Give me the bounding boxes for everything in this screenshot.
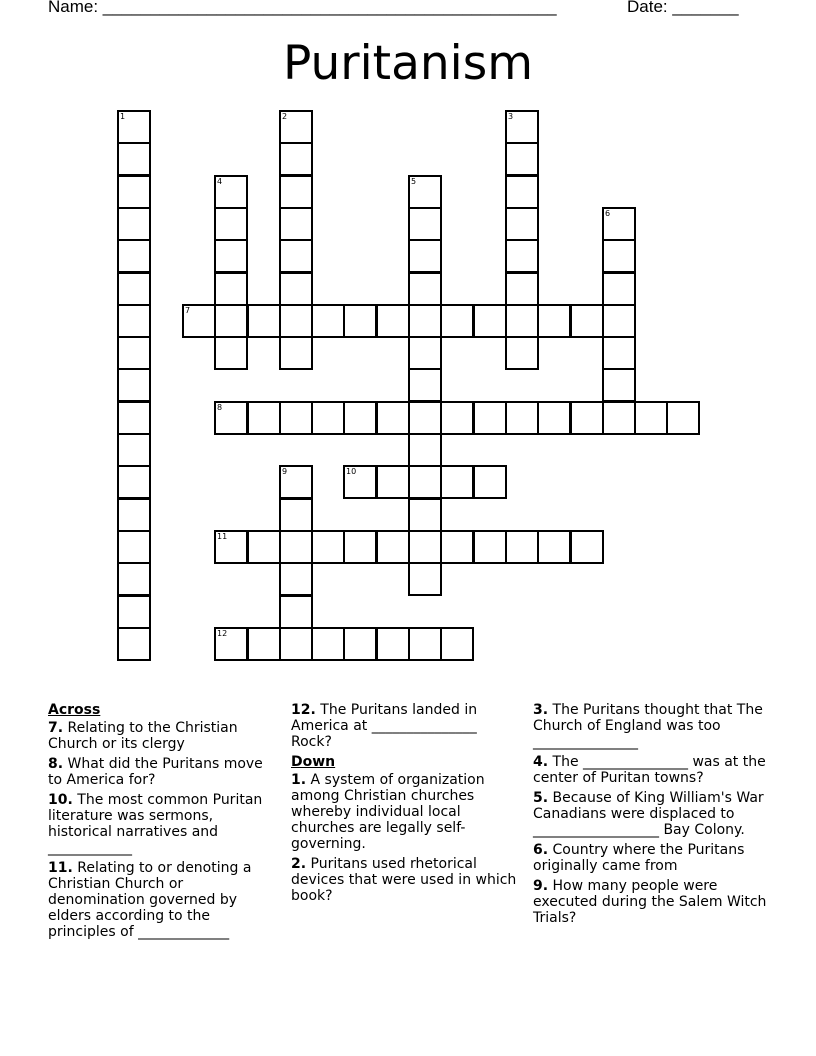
crossword-cell[interactable] xyxy=(602,304,636,338)
crossword-cell[interactable] xyxy=(634,401,668,435)
crossword-cell[interactable] xyxy=(311,401,345,435)
crossword-cell[interactable] xyxy=(505,401,539,435)
name-field-label: Name: ________________________________________________ xyxy=(48,0,557,16)
crossword-cell[interactable] xyxy=(408,627,442,661)
crossword-cell[interactable] xyxy=(247,627,281,661)
across-clue-11: 11. Relating to or denoting a Christian Church or denomination governed by elders according to the principles of _____________ xyxy=(48,860,252,940)
crossword-cell[interactable] xyxy=(602,401,636,435)
crossword-cell[interactable] xyxy=(537,401,571,435)
crossword-cell[interactable] xyxy=(408,304,442,338)
cell-number: 10 xyxy=(346,467,357,476)
crossword-cell[interactable] xyxy=(117,336,151,370)
crossword-cell[interactable] xyxy=(117,272,151,306)
crossword-cell[interactable] xyxy=(343,465,377,499)
cell-number: 2 xyxy=(282,112,288,121)
crossword-cell[interactable] xyxy=(247,530,281,564)
crossword-cell[interactable] xyxy=(408,433,442,467)
crossword-cell[interactable] xyxy=(311,530,345,564)
crossword-cell[interactable] xyxy=(505,530,539,564)
cell-number: 7 xyxy=(185,306,191,315)
crossword-cell[interactable] xyxy=(408,239,442,273)
crossword-cell[interactable] xyxy=(279,530,313,564)
crossword-cell[interactable] xyxy=(117,401,151,435)
crossword-cell[interactable] xyxy=(505,336,539,370)
crossword-cell[interactable] xyxy=(570,530,604,564)
crossword-cell[interactable] xyxy=(408,498,442,532)
crossword-cell[interactable] xyxy=(343,304,377,338)
date-field-label: Date: _______ xyxy=(627,0,739,16)
crossword-cell[interactable] xyxy=(117,530,151,564)
crossword-cell[interactable] xyxy=(602,272,636,306)
crossword-cell[interactable] xyxy=(408,336,442,370)
crossword-cell[interactable] xyxy=(214,304,248,338)
crossword-cell[interactable] xyxy=(602,239,636,273)
crossword-cell[interactable] xyxy=(505,142,539,176)
crossword-cell[interactable] xyxy=(376,530,410,564)
crossword-cell[interactable] xyxy=(408,368,442,402)
crossword-cell[interactable] xyxy=(279,239,313,273)
crossword-cell[interactable] xyxy=(214,530,248,564)
crossword-cell[interactable] xyxy=(311,304,345,338)
crossword-cell[interactable] xyxy=(214,239,248,273)
crossword-cell[interactable] xyxy=(214,336,248,370)
across-heading: Across xyxy=(48,702,101,718)
crossword-cell[interactable] xyxy=(376,465,410,499)
crossword-cell[interactable] xyxy=(247,401,281,435)
crossword-cell[interactable] xyxy=(279,142,313,176)
across-clue-12: 12. The Puritans landed in America at _______________ Rock? xyxy=(291,702,478,750)
crossword-cell[interactable] xyxy=(117,175,151,209)
crossword-cell[interactable] xyxy=(440,401,474,435)
crossword-cell[interactable] xyxy=(343,530,377,564)
crossword-cell[interactable] xyxy=(279,627,313,661)
crossword-cell[interactable] xyxy=(408,401,442,435)
crossword-cell[interactable] xyxy=(666,401,700,435)
crossword-cell[interactable] xyxy=(117,465,151,499)
crossword-cell[interactable] xyxy=(505,272,539,306)
clues-column-1 xyxy=(48,702,276,944)
crossword-cell[interactable] xyxy=(473,401,507,435)
crossword-cell[interactable] xyxy=(440,304,474,338)
across-clue-7: 7. Relating to the Christian Church or its clergy xyxy=(48,720,238,752)
crossword-cell[interactable] xyxy=(182,304,216,338)
crossword-cell[interactable] xyxy=(117,562,151,596)
crossword-cell[interactable] xyxy=(247,304,281,338)
crossword-cell[interactable] xyxy=(279,207,313,241)
crossword-cell[interactable] xyxy=(279,465,313,499)
cell-number: 3 xyxy=(508,112,514,121)
down-heading: Down xyxy=(291,754,336,770)
crossword-cell[interactable] xyxy=(602,207,636,241)
crossword-cell[interactable] xyxy=(214,627,248,661)
crossword-cell[interactable] xyxy=(311,627,345,661)
crossword-cell[interactable] xyxy=(117,142,151,176)
crossword-cell[interactable] xyxy=(408,562,442,596)
crossword-cell[interactable] xyxy=(505,110,539,144)
down-clue-6: 6. Country where the Puritans originally came from xyxy=(533,842,745,874)
page-title: Puritanism xyxy=(282,36,534,91)
down-clue-4: 4. The _______________ was at the center of Puritan towns? xyxy=(533,754,766,786)
crossword-cell[interactable] xyxy=(117,304,151,338)
down-clue-3: 3. The Puritans thought that The Church of England was too _______________ xyxy=(533,702,763,750)
crossword-cell[interactable] xyxy=(570,304,604,338)
crossword-cell[interactable] xyxy=(602,368,636,402)
crossword-cell[interactable] xyxy=(117,595,151,629)
crossword-cell[interactable] xyxy=(279,304,313,338)
crossword-cell[interactable] xyxy=(279,175,313,209)
cell-number: 8 xyxy=(217,403,223,412)
clues-column-2 xyxy=(291,702,519,908)
crossword-cell[interactable] xyxy=(408,272,442,306)
crossword-cell[interactable] xyxy=(214,272,248,306)
cell-number: 4 xyxy=(217,177,223,186)
crossword-cell[interactable] xyxy=(214,175,248,209)
crossword-cell[interactable] xyxy=(505,239,539,273)
crossword-cell[interactable] xyxy=(117,433,151,467)
down-clue-1: 1. A system of organization among Christian churches whereby individual local churches are legally self-governing. xyxy=(291,772,485,852)
down-clue-5: 5. Because of King William's War Canadians were displaced to __________________ Bay Colony. xyxy=(533,790,764,838)
crossword-cell[interactable] xyxy=(376,304,410,338)
crossword-cell[interactable] xyxy=(214,207,248,241)
crossword-cell[interactable] xyxy=(440,465,474,499)
crossword-cell[interactable] xyxy=(505,175,539,209)
crossword-cell[interactable] xyxy=(279,401,313,435)
crossword-cell[interactable] xyxy=(279,595,313,629)
crossword-cell[interactable] xyxy=(570,401,604,435)
crossword-cell[interactable] xyxy=(279,562,313,596)
crossword-cell[interactable] xyxy=(279,110,313,144)
crossword-cell[interactable] xyxy=(117,627,151,661)
cell-number: 6 xyxy=(605,209,611,218)
crossword-cell[interactable] xyxy=(376,627,410,661)
crossword-cell[interactable] xyxy=(279,498,313,532)
crossword-cell[interactable] xyxy=(408,465,442,499)
crossword-cell[interactable] xyxy=(117,110,151,144)
crossword-cell[interactable] xyxy=(279,272,313,306)
crossword-cell[interactable] xyxy=(473,304,507,338)
crossword-cell[interactable] xyxy=(117,239,151,273)
crossword-cell[interactable] xyxy=(408,175,442,209)
crossword-cell[interactable] xyxy=(279,336,313,370)
crossword-cell[interactable] xyxy=(505,207,539,241)
crossword-cell[interactable] xyxy=(343,627,377,661)
crossword-cell[interactable] xyxy=(602,336,636,370)
crossword-cell[interactable] xyxy=(408,207,442,241)
crossword-cell[interactable] xyxy=(537,304,571,338)
cell-number: 12 xyxy=(217,629,228,638)
cell-number: 1 xyxy=(120,112,126,121)
crossword-cell[interactable] xyxy=(117,498,151,532)
across-clue-10: 10. The most common Puritan literature was sermons, historical narratives and ____________ xyxy=(48,792,263,856)
crossword-cell[interactable] xyxy=(376,401,410,435)
crossword-cell[interactable] xyxy=(473,530,507,564)
crossword-cell[interactable] xyxy=(343,401,377,435)
crossword-cell[interactable] xyxy=(214,401,248,435)
crossword-cell[interactable] xyxy=(117,207,151,241)
down-clue-2: 2. Puritans used rhetorical devices that were used in which book? xyxy=(291,856,517,904)
cell-number: 5 xyxy=(411,177,417,186)
crossword-cell[interactable] xyxy=(505,304,539,338)
crossword-cell[interactable] xyxy=(473,465,507,499)
clues-column-3 xyxy=(533,702,773,930)
across-clue-8: 8. What did the Puritans move to America for? xyxy=(48,756,263,788)
crossword-cell[interactable] xyxy=(440,627,474,661)
crossword-cell[interactable] xyxy=(537,530,571,564)
crossword-cell[interactable] xyxy=(117,368,151,402)
crossword-cell[interactable] xyxy=(408,530,442,564)
cell-number: 9 xyxy=(282,467,288,476)
cell-number: 11 xyxy=(217,532,228,541)
down-clue-9: 9. How many people were executed during the Salem Witch Trials? xyxy=(533,878,767,926)
crossword-cell[interactable] xyxy=(440,530,474,564)
